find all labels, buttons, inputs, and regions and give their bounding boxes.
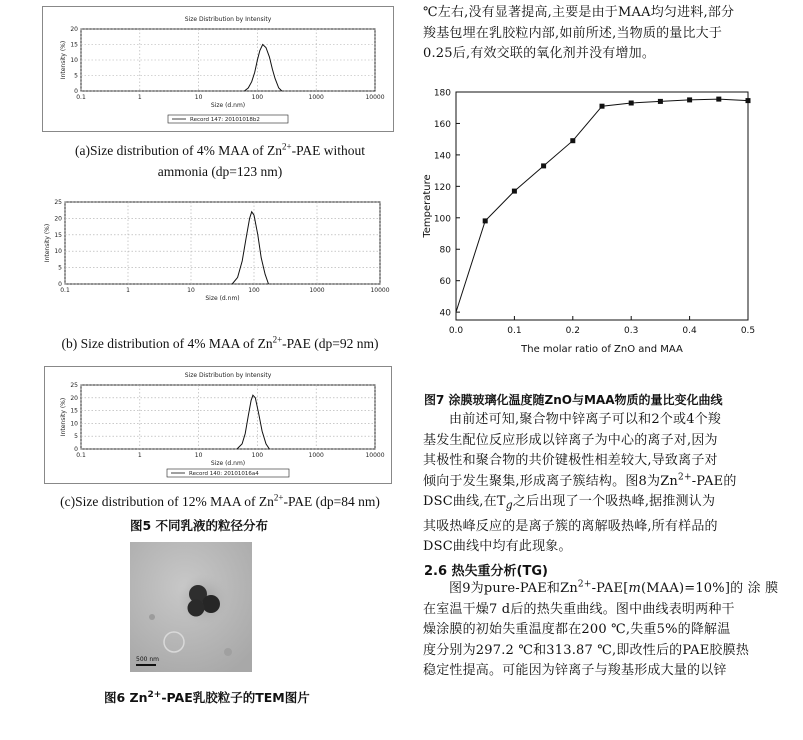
- y-tick-label: 180: [433, 88, 451, 99]
- y-tick-label: 25: [54, 199, 62, 206]
- distribution-curve: [244, 45, 281, 92]
- data-point: [629, 101, 634, 106]
- y-axis-label: Intensity (%): [60, 40, 67, 80]
- x-tick-label: 10000: [370, 287, 390, 294]
- y-tick-label: 5: [74, 433, 78, 441]
- data-point: [600, 104, 605, 109]
- dls-chart-c-svg: [45, 367, 391, 483]
- x-tick-label: 0.1: [76, 94, 86, 101]
- x-tick-label: 10000: [365, 94, 385, 101]
- x-tick-label: 100: [251, 452, 264, 459]
- y-tick-label: 80: [439, 245, 451, 256]
- para3: 图9为pure-PAE和$Zn^{2+}-PAE[m(MAA)=10\%]$的 涂 膜 在室温干燥7 d后的热失重曲线。图中曲线表明两种干 燥涂膜的初始失重温度都在200 ℃,失重5%的降解温 度分别为297.2 ℃和313.87 ℃,即改性后的PAE胶膜热 稳定性提高。可能因为锌离子与羧基形成大量的以锌: [423, 579, 779, 679]
- tem-scale-label: 500 nm: [136, 656, 160, 663]
- data-point: [687, 97, 692, 102]
- fig5a-caption: (a)Size distribution of 4% MAA of $Zn^{2+}$-PAE without ammonia (dp=123 nm): [75, 141, 365, 179]
- data-point: [541, 163, 546, 168]
- x-tick-label: 10: [187, 287, 195, 294]
- x-tick-label: 1: [137, 94, 142, 101]
- x-axis-label: Size (d.nm): [210, 460, 246, 467]
- top-paragraph: ℃左右,没有显著提高,主要是由于MAA均匀进料,部分 羧基包埋在乳胶粒内部,如前所述,当物质的量比大于 0.25后,有效交联的氧化剂并没有增加。: [423, 5, 735, 62]
- fig5-title: 图5 不同乳液的粒径分布: [130, 518, 269, 533]
- y-tick-label: 15: [70, 407, 78, 415]
- dls-chart-b-svg: [35, 196, 395, 311]
- plot-frame: [81, 385, 375, 449]
- section-2-6-title: 2.6 热失重分析(TG): [424, 564, 548, 579]
- x-tick-label: 100: [248, 287, 260, 294]
- y-axis-label: Intensity (%): [60, 397, 67, 437]
- y-tick-label: 25: [70, 382, 78, 389]
- plot-frame: [65, 202, 380, 284]
- x-tick-label: 1000: [308, 452, 324, 459]
- dls-chart-a-svg: [43, 7, 393, 131]
- x-tick-label: 0.1: [60, 287, 70, 294]
- data-point: [658, 99, 663, 104]
- series-line: [456, 99, 748, 312]
- x-tick-label: 0.2: [565, 326, 580, 336]
- x-tick-label: 1: [126, 287, 130, 294]
- y-tick-label: 15: [70, 41, 78, 49]
- tg-chart-svg: [420, 82, 792, 380]
- data-point: [716, 97, 721, 102]
- y-tick-label: 0: [74, 88, 78, 95]
- y-tick-label: 120: [433, 182, 451, 193]
- x-tick-label: 0.0: [448, 326, 464, 336]
- fig5c-caption: (c)Size distribution of 12% MAA of $Zn^{2+}$-PAE (dp=84 nm): [60, 492, 380, 509]
- dls-chart-c: [44, 366, 392, 484]
- y-tick-label: 10: [70, 57, 78, 64]
- tem-micrograph: [130, 542, 252, 672]
- fig5b-caption: (b) Size distribution of 4% MAA of $Zn^{2+}$-PAE (dp=92 nm): [61, 334, 379, 351]
- x-tick-label: 0.1: [507, 326, 522, 336]
- y-tick-label: 10: [70, 420, 78, 428]
- y-tick-label: 60: [439, 277, 451, 288]
- y-tick-label: 10: [54, 248, 62, 256]
- data-point: [746, 98, 751, 103]
- y-tick-label: 140: [433, 151, 451, 162]
- y-axis-label: Temperature: [422, 174, 433, 238]
- x-axis-label: Size (d.nm): [205, 295, 240, 302]
- x-tick-label: 10000: [365, 452, 385, 459]
- legend-text: Record 147: 20101018b2: [190, 117, 260, 123]
- data-point: [570, 138, 575, 143]
- para2: 由前述可知,聚合物中锌离子可以和2个或4个羧 基发生配位反应形成以锌离子为中心的离子对,因为 其极性和聚合物的共价键极性相差较大,导致离子对 倾向于发生聚集,形成离子簇结构。图8为$Zn^{2+}$-PAE的 DSC曲线,在$T_g$之后出现了一个吸热峰,据推测认为 其吸热峰反应的是离子簇的离解吸热峰,所有样品的 DSC曲线中均有此现象。: [423, 412, 737, 555]
- x-tick-label: 0.5: [740, 326, 756, 336]
- distribution-curve: [237, 395, 269, 449]
- x-tick-label: 0.3: [624, 326, 639, 336]
- x-axis-label: Size (d.nm): [210, 102, 246, 109]
- x-axis-label: The molar ratio of ZnO and MAA: [521, 344, 683, 355]
- y-tick-label: 0: [74, 446, 78, 453]
- y-tick-label: 20: [54, 215, 62, 223]
- legend-text: Record 140: 20101016a4: [189, 471, 259, 477]
- x-tick-label: 10: [194, 94, 203, 101]
- chart-title: Size Distribution by Intensity: [184, 16, 272, 23]
- y-tick-label: 40: [439, 308, 451, 319]
- x-tick-label: 1000: [308, 94, 324, 101]
- distribution-curve: [232, 212, 268, 284]
- x-tick-label: 1000: [309, 287, 325, 294]
- fig7-title: 图7 涂膜玻璃化温度随ZnO与MAA物质的量比变化曲线: [424, 393, 723, 407]
- x-tick-label: 100: [251, 94, 264, 101]
- chart-title: Size Distribution by Intensity: [184, 372, 272, 379]
- data-point: [512, 189, 517, 194]
- y-tick-label: 5: [74, 72, 78, 80]
- x-tick-label: 0.4: [682, 326, 697, 336]
- data-point: [483, 218, 488, 223]
- y-tick-label: 100: [433, 214, 451, 225]
- fig6-title: 图6 $Zn^{2+}$-PAE乳胶粒子的TEM图片: [104, 689, 310, 705]
- y-tick-label: 160: [433, 119, 451, 130]
- dls-chart-b: [34, 195, 396, 312]
- y-tick-label: 0: [58, 281, 62, 288]
- y-tick-label: 20: [70, 394, 78, 402]
- y-tick-label: 15: [54, 231, 62, 239]
- x-tick-label: 10: [194, 452, 203, 459]
- y-tick-label: 20: [70, 26, 78, 33]
- dls-chart-a: [42, 6, 394, 132]
- tg-chart: [420, 82, 792, 380]
- tem-image: [130, 542, 252, 672]
- x-tick-label: 0.1: [76, 452, 86, 459]
- x-tick-label: 1: [137, 452, 142, 459]
- y-axis-label: Intensity (%): [44, 223, 51, 263]
- y-tick-label: 5: [58, 264, 62, 272]
